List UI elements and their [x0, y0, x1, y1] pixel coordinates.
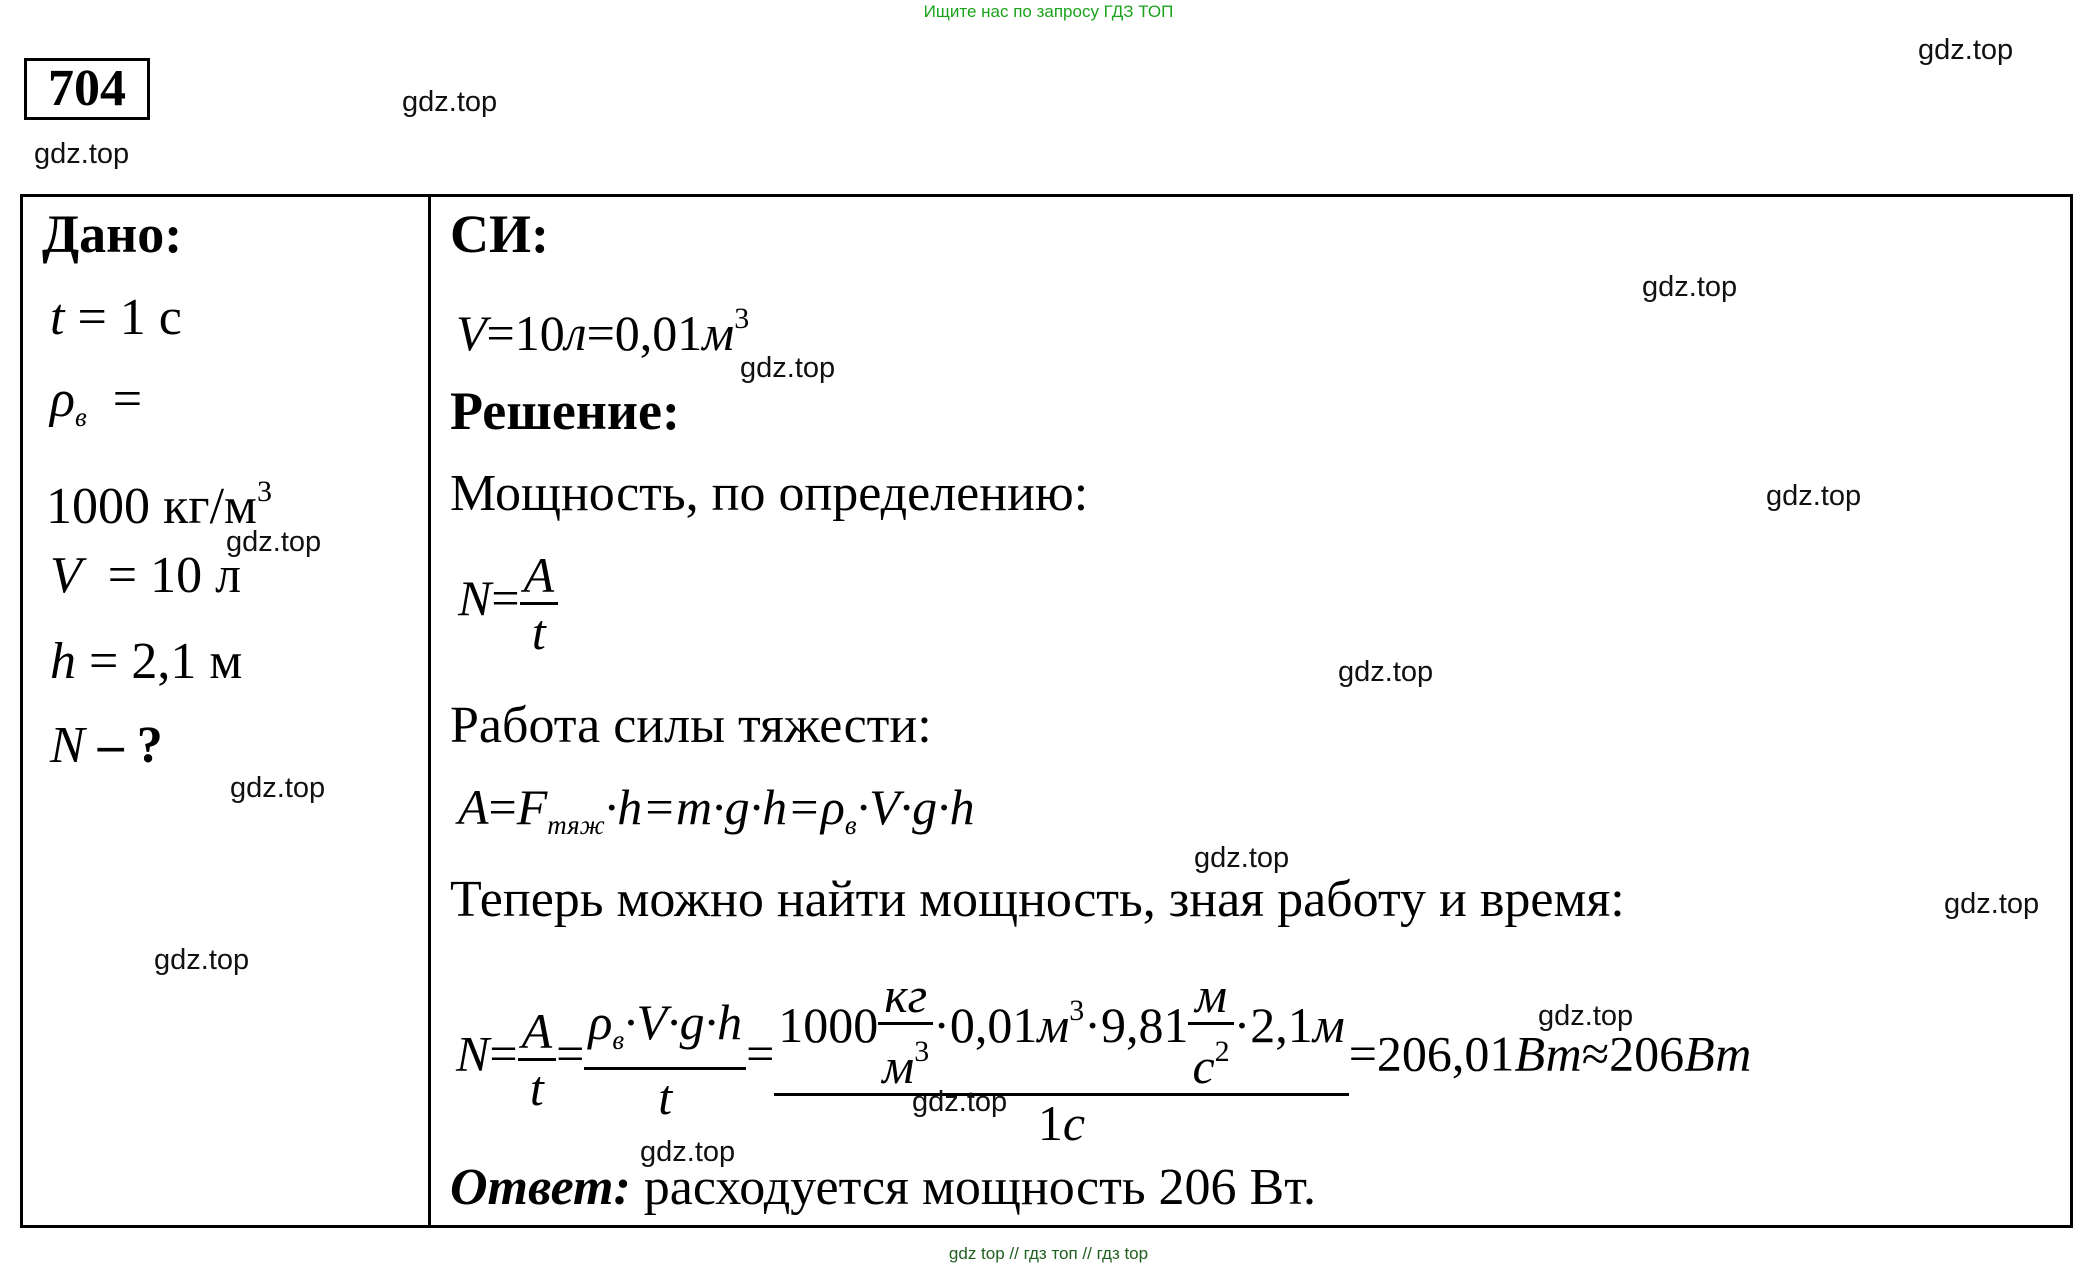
watermark: gdz.top — [154, 944, 250, 976]
formula-work: $A=F_{тяж}\cdot h=m\cdot g\cdot h=\rho_в\cdot V\cdot g\cdot h$ — [458, 779, 975, 840]
given-volume: V = 10 л — [50, 547, 242, 604]
given-time: t = 1 с — [50, 289, 182, 346]
power-from-work-text: Теперь можно найти мощность, зная работу и время: — [450, 871, 1625, 928]
si-title: СИ: — [450, 204, 549, 264]
formula-power-definition: N= $\frac{A}{t}$ — [458, 548, 558, 659]
power-definition-text: Мощность, по определению: — [450, 465, 1089, 522]
watermark: gdz.top — [226, 526, 322, 558]
watermark: gdz.top — [1338, 656, 1434, 688]
search-note: Ищите нас по запросу ГДЗ ТОП — [923, 2, 1174, 21]
solution-title: Решение: — [450, 381, 680, 441]
watermark: gdz.top — [1538, 1000, 1634, 1032]
answer: Ответ: расходуется мощность 206 Вт. — [450, 1159, 1317, 1216]
watermark: gdz.top — [1766, 480, 1862, 512]
watermark: gdz.top — [34, 138, 130, 170]
watermark: gdz.top — [1194, 842, 1290, 874]
watermark: gdz.top — [230, 772, 326, 804]
watermark: gdz.top — [1944, 888, 2040, 920]
given-title: Дано: — [42, 204, 183, 264]
watermark: gdz.top — [1642, 271, 1738, 303]
si-volume: $V=10л=0,01м^3$ — [456, 302, 750, 361]
given-density-symbol: $\rho_в$ = — [50, 371, 143, 432]
column-divider — [428, 194, 431, 1228]
watermark: gdz.top — [740, 352, 836, 384]
problem-number: 704 — [24, 58, 150, 120]
watermark: gdz.top — [1918, 34, 2014, 66]
footer-links: gdz top // гдз топ // гдз top — [948, 1244, 1149, 1263]
given-density-value: 1000 $кг/м^3$ — [46, 475, 272, 535]
watermark: gdz.top — [912, 1086, 1008, 1118]
watermark: gdz.top — [640, 1136, 736, 1168]
formula-power-calculation: N= $\frac{A}{t}$ = $\frac{\rho_в\cdot V\cdot g\cdot h}{t}$ = 1000 $\frac{кг}{м^3}$ $\cdot 0,01м^3\cdot 9,81$ $\frac{м}{с^2}$ ·2,1м 1с =206,01Вт≈206Вт — [456, 967, 1752, 1151]
work-gravity-text: Работа силы тяжести: — [450, 697, 932, 754]
given-unknown: N – ? — [50, 717, 163, 774]
given-height: h = 2,1 м — [50, 633, 243, 690]
watermark: gdz.top — [402, 86, 498, 118]
